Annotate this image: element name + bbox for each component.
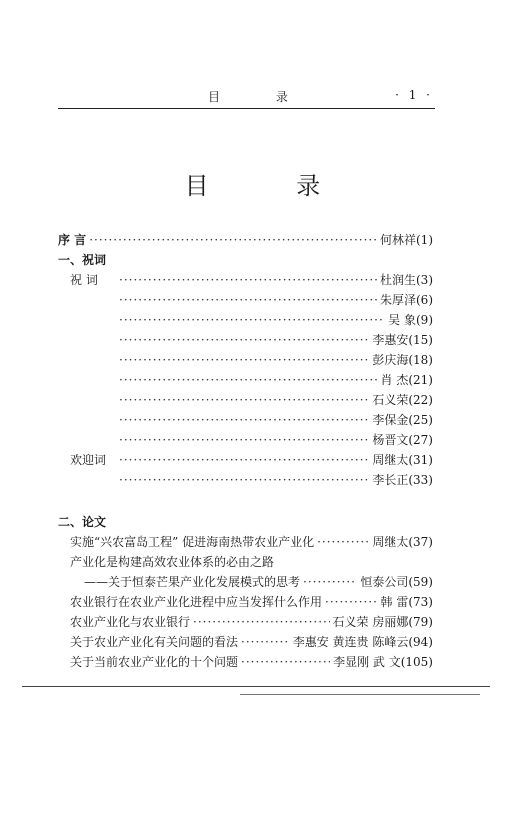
toc-entry-author: 李显刚 武 文 [333,655,401,669]
table-of-contents [58,230,433,672]
toc-entry[interactable] [58,310,433,330]
toc-entry-pages: (25) [408,413,433,427]
toc-entry-author: 周继太 [372,453,409,467]
toc-entry-title-line[interactable]: 产业化是构建高效农业体系的必由之路 [70,555,275,569]
toc-entry[interactable] [58,350,433,370]
section-heading-papers: 二、论文 [58,515,107,529]
toc-entry-author: 李惠安 [372,333,409,347]
toc-entry-author: 杨晋文 [372,433,409,447]
leader-dots [193,612,330,632]
toc-entry-label: 祝 词 [70,273,98,287]
leader-dots [119,290,377,310]
leader-dots [119,350,369,370]
toc-entry[interactable] [58,532,433,552]
toc-entry-title: 实施“兴农富岛工程” 促进海南热带农业产业化 [70,535,315,549]
toc-entry[interactable] [58,390,433,410]
toc-entry[interactable] [58,410,433,430]
toc-entry-author: 石义荣 房丽娜 [332,615,409,629]
toc-entry-welcome[interactable] [58,450,433,470]
leader-dots [119,370,378,390]
leader-dots [119,450,369,470]
leader-dots [119,330,369,350]
toc-entry[interactable] [58,632,433,652]
toc-entry-label: 欢迎词 [70,453,107,467]
header-rule [58,108,435,109]
toc-entry-author: 恒泰公司 [360,575,409,589]
toc-entry-pages: (31) [408,453,433,467]
toc-entry-subtitle: ——关于恒泰芒果产业化发展模式的思考 [84,575,301,589]
leader-dots [119,410,369,430]
toc-entry-author: 何林祥 [379,233,416,247]
toc-entry[interactable] [58,572,433,592]
toc-entry-author: 石义荣 [372,393,409,407]
leader-dots [119,310,385,330]
toc-entry-author: 肖 杰 [380,373,409,387]
toc-entry-author: 吴 象 [388,313,416,327]
leader-dots [317,532,369,552]
toc-entry-author: 彭庆海 [372,353,409,367]
toc-entry-pages: (37) [408,535,433,549]
toc-entry[interactable] [58,592,433,612]
toc-entry[interactable] [58,290,433,310]
toc-entry-author: 韩 雷 [380,595,409,609]
leader-dots [241,652,330,672]
toc-entry-pages: (33) [408,473,433,487]
toc-entry-pages: (105) [400,655,433,669]
toc-entry-pages: (21) [408,373,433,387]
toc-entry-title: 关于农业产业化有关问题的看法 [70,635,239,649]
toc-entry-author: 朱厚泽 [379,293,416,307]
leader-dots [119,470,369,490]
toc-entry-preface[interactable] [58,230,433,250]
leader-dots [119,390,369,410]
toc-title: 目 录 [184,172,361,200]
toc-entry-author: 周继太 [372,535,409,549]
leader-dots [241,632,290,652]
toc-entry-pages: (18) [408,353,433,367]
toc-entry-pages: (94) [408,635,433,649]
leader-dots [119,430,369,450]
toc-entry-author: 李保金 [372,413,409,427]
toc-entry[interactable] [58,330,433,350]
toc-entry-title: 关于当前农业产业化的十个问题 [70,655,239,669]
toc-entry-author: 李惠安 黄连贵 陈峰云 [292,635,409,649]
toc-entry[interactable] [58,652,433,672]
toc-entry-pages: (73) [408,595,433,609]
section-heading-congrats: 一、祝词 [58,253,107,267]
toc-entry[interactable] [58,370,433,390]
toc-entry-pages: (6) [416,293,433,307]
toc-entry-pages: (79) [408,615,433,629]
toc-entry-pages: (15) [408,333,433,347]
toc-entry-pages: (1) [416,233,433,247]
leader-dots [325,592,378,612]
toc-entry-pages: (59) [408,575,433,589]
footer-rule [22,686,490,687]
leader-dots [119,270,377,290]
section-spacer [58,490,433,512]
leader-dots [303,572,357,592]
toc-entry[interactable] [58,270,433,290]
toc-entry-title: 农业银行在农业产业化进程中应当发挥什么作用 [70,595,323,609]
toc-entry-pages: (27) [408,433,433,447]
running-header [58,86,433,106]
running-header-title: 目 录 [208,90,314,104]
toc-entry-pages: (9) [416,313,433,327]
toc-entry[interactable] [58,470,433,490]
toc-entry-title: 农业产业化与农业银行 [70,615,191,629]
toc-entry-pages: (22) [408,393,433,407]
toc-entry-pages: (3) [416,273,433,287]
toc-entry[interactable] [58,612,433,632]
toc-entry-author: 李长正 [372,473,409,487]
footer-rule-secondary [240,694,480,695]
toc-entry-author: 杜润生 [379,273,416,287]
toc-entry-label: 序 言 [58,233,87,247]
leader-dots [89,230,377,250]
running-header-page-number: · 1 · [395,88,433,102]
toc-entry[interactable] [58,430,433,450]
